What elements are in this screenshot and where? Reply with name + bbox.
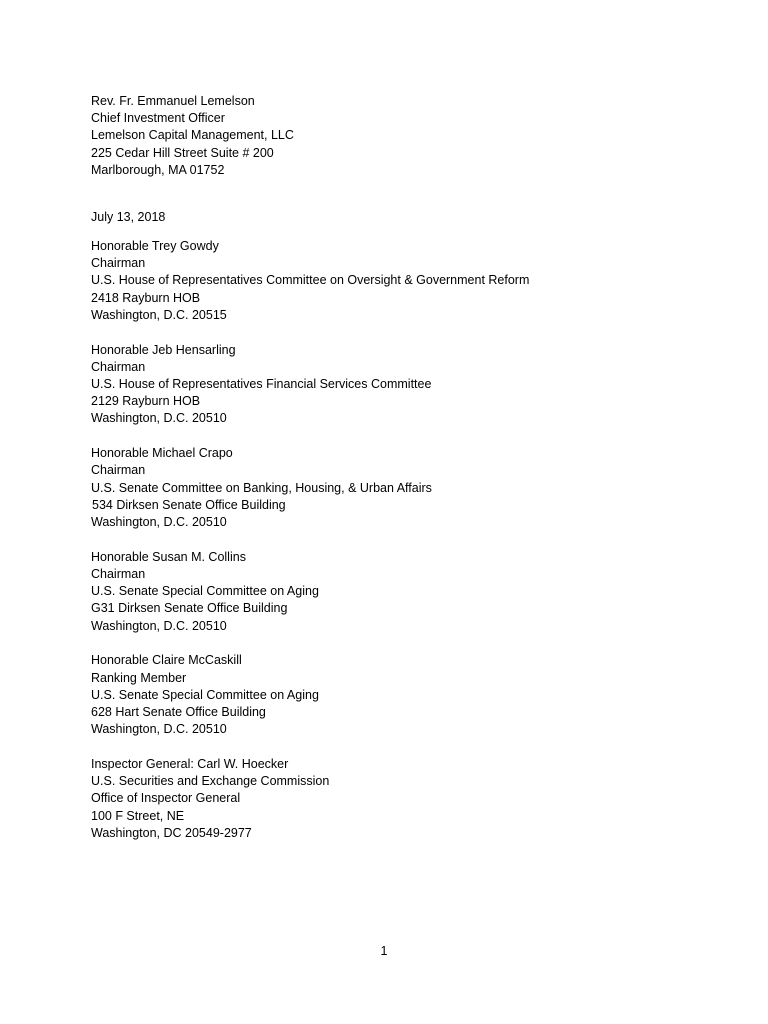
sender-title: Chief Investment Officer	[91, 111, 225, 126]
sender-name: Rev. Fr. Emmanuel Lemelson	[91, 94, 255, 108]
recipient-name: Honorable Jeb Hensarling	[91, 342, 236, 357]
recipient-name: Honorable Claire McCaskill	[91, 653, 242, 668]
recipient-city: Washington, D.C. 20510	[91, 722, 227, 737]
recipient-city: Washington, D.C. 20515	[91, 307, 227, 322]
recipient-block-inspector-general	[91, 756, 529, 842]
recipient-street: 2129 Rayburn HOB	[91, 394, 201, 409]
recipient-city: Washington, DC 20549-2977	[91, 825, 252, 840]
recipient-block-crapo	[91, 445, 529, 531]
recipient-city: Washington, D.C. 20510	[91, 515, 227, 530]
recipient-city: Washington, D.C. 20510	[91, 618, 227, 633]
recipient-organization: U.S. Securities and Exchange Commission	[91, 774, 330, 789]
sender-company: Lemelson Capital Management, LLC	[91, 128, 294, 143]
recipient-block-collins	[91, 549, 529, 635]
recipient-block-gowdy	[91, 238, 529, 324]
recipient-street: 628 Hart Senate Office Building	[91, 705, 266, 720]
recipient-name: Honorable Susan M. Collins	[91, 549, 246, 564]
recipient-name: Inspector General: Carl W. Hoecker	[91, 757, 289, 772]
recipient-title: Chairman	[91, 463, 146, 478]
recipient-organization: U.S. Senate Special Committee on Aging	[91, 584, 319, 599]
sender-street: 225 Cedar Hill Street Suite # 200	[91, 145, 274, 160]
recipients-list	[91, 238, 529, 860]
recipient-title: Chairman	[91, 567, 146, 582]
recipient-street: 2418 Rayburn HOB	[91, 290, 201, 305]
recipient-street: G31 Dirksen Senate Office Building	[91, 601, 288, 616]
recipient-organization: U.S. Senate Special Committee on Aging	[91, 687, 319, 702]
letter-date: July 13, 2018	[91, 210, 166, 224]
recipient-street: 100 F Street, NE	[91, 808, 185, 823]
recipient-city: Washington, D.C. 20510	[91, 411, 227, 426]
sender-address-block	[91, 93, 294, 179]
page-number: 1	[380, 944, 388, 958]
recipient-office: Office of Inspector General	[91, 791, 241, 806]
recipient-name: Honorable Trey Gowdy	[91, 239, 219, 253]
recipient-organization: U.S. House of Representatives Financial Services Committee	[91, 377, 432, 392]
sender-city: Marlborough, MA 01752	[91, 162, 225, 177]
recipient-street: 534 Dirksen Senate Office Building	[92, 497, 286, 512]
recipient-organization: U.S. House of Representatives Committee on Oversight & Government Reform	[91, 273, 530, 288]
recipient-name: Honorable Michael Crapo	[91, 446, 233, 461]
recipient-title: Chairman	[91, 256, 146, 271]
recipient-title: Ranking Member	[91, 670, 187, 685]
recipient-block-hensarling	[91, 342, 529, 428]
recipient-organization: U.S. Senate Committee on Banking, Housing, & Urban Affairs	[91, 480, 432, 495]
recipient-block-mccaskill	[91, 652, 529, 738]
recipient-title: Chairman	[91, 359, 146, 374]
